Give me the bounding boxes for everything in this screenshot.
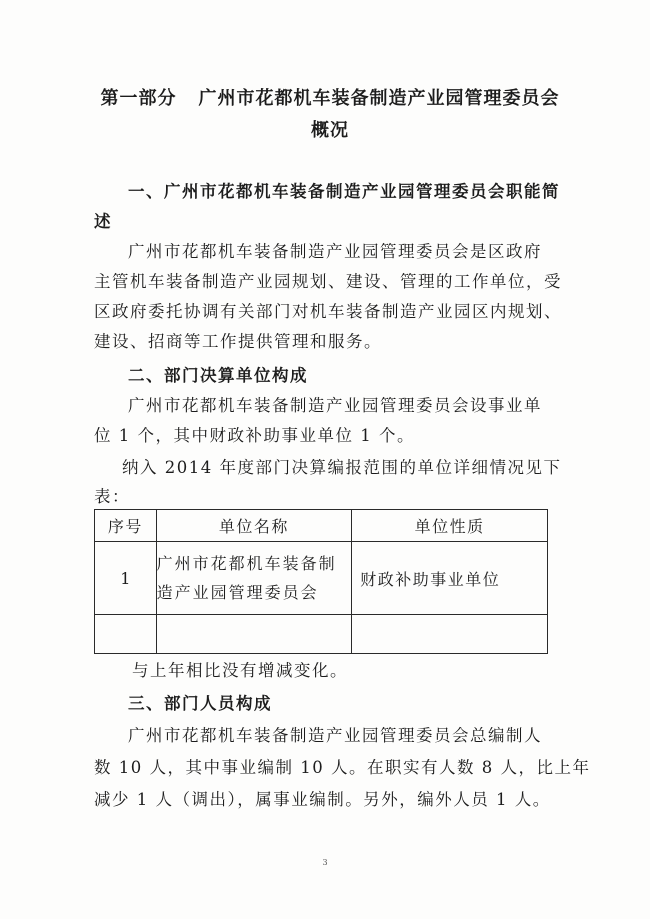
- title-prefix: 第一部分: [100, 88, 177, 109]
- section2-note: 与上年相比没有增减变化。: [132, 661, 348, 680]
- table-header-unit-type: 单位性质: [352, 510, 548, 542]
- table-cell-number: 1: [95, 542, 157, 615]
- section3-paragraph-line: 广州市花都机车装备制造产业园管理委员会总编制人: [128, 726, 542, 745]
- section3-heading: 三、部门人员构成: [128, 694, 272, 713]
- unit-name-line: 造产业园管理委员会: [156, 583, 319, 602]
- section2-paragraph-line: 广州市花都机车装备制造产业园管理委员会设事业单: [128, 396, 542, 415]
- section3-paragraph-line: 数 10 人，其中事业编制 10 人。在职实有人数 8 人，比上年: [94, 758, 591, 777]
- section1-paragraph-line: 主管机车装备制造产业园规划、建设、管理的工作单位，受: [94, 272, 562, 291]
- table-header-unit-name: 单位名称: [156, 510, 352, 542]
- unit-name-line: 广州市花都机车装备制: [156, 554, 337, 573]
- unit-table: [94, 509, 548, 654]
- section1-heading: 一、广州市花都机车装备制造产业园管理委员会职能简: [128, 182, 560, 201]
- table-cell-empty: [352, 615, 548, 654]
- section2-intro-line: 表：: [94, 487, 130, 506]
- section2-intro-line: 纳入 2014 年度部门决算编报范围的单位详细情况见下: [122, 458, 562, 477]
- page-number: 3: [322, 858, 328, 867]
- table-cell-empty: [95, 615, 157, 654]
- title-main: 广州市花都机车装备制造产业园管理委员会: [198, 88, 560, 109]
- table-row-empty: [95, 615, 548, 654]
- page-title: [90, 84, 570, 110]
- table-cell-unit-type: 财政补助事业单位: [352, 542, 548, 615]
- section2-paragraph-line: 位 1 个，其中财政补助事业单位 1 个。: [94, 426, 415, 445]
- table-cell-unit-name: [156, 542, 352, 615]
- section1-paragraph-line: 广州市花都机车装备制造产业园管理委员会是区政府: [128, 242, 542, 261]
- table-header-row: [95, 510, 548, 542]
- section1-paragraph-line: 区政府委托协调有关部门对机车装备制造产业园区内规划、: [94, 302, 562, 321]
- section1-paragraph-line: 建设、招商等工作提供管理和服务。: [94, 332, 382, 351]
- page-title-line2: 概况: [311, 120, 349, 141]
- section1-heading-cont: 述: [94, 212, 112, 231]
- table-row: [95, 542, 548, 615]
- table-cell-empty: [156, 615, 352, 654]
- section2-heading: 二、部门决算单位构成: [128, 366, 308, 385]
- table-header-number: 序号: [95, 510, 157, 542]
- section3-paragraph-line: 减少 1 人（调出），属事业编制。另外，编外人员 1 人。: [94, 790, 551, 809]
